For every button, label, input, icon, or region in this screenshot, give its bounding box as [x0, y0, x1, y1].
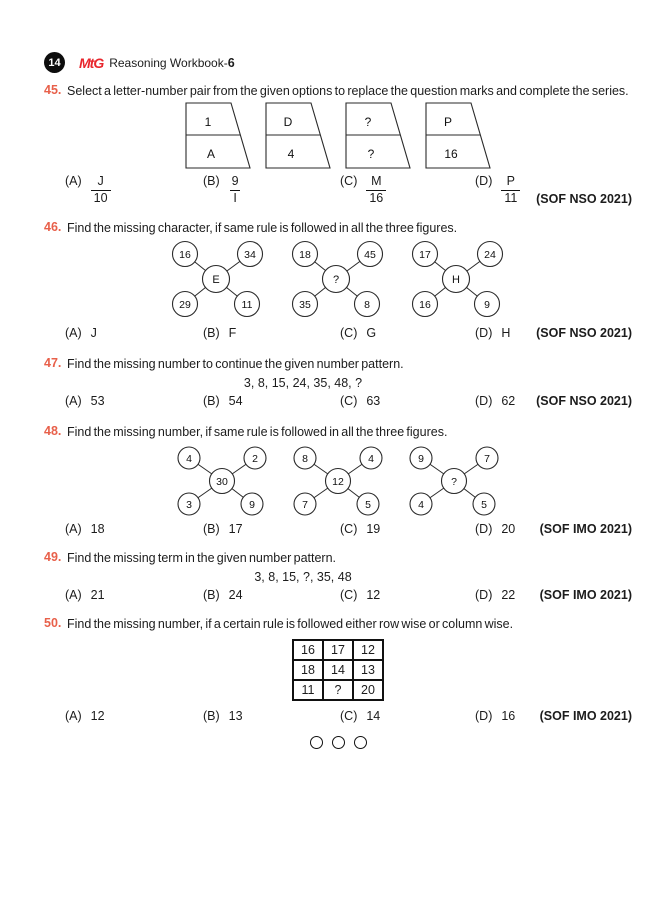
option-value: 12: [366, 588, 381, 602]
workbook-title-text: Reasoning Workbook-: [109, 55, 228, 70]
option-label: (C): [340, 174, 358, 188]
node-top-left: 8: [302, 453, 308, 465]
option-c: [340, 326, 475, 340]
option-value: 22: [501, 588, 516, 602]
table-cell: 16: [293, 640, 323, 660]
question-50: [44, 616, 632, 723]
fraction-numerator: J: [97, 174, 104, 188]
table-cell: 17: [323, 640, 353, 660]
table-cell: ?: [323, 680, 353, 700]
section-end-circles: [44, 736, 632, 749]
option-value: 20: [501, 522, 516, 536]
question-45: [44, 83, 632, 206]
option-a: [65, 709, 203, 723]
option-value: 21: [90, 588, 105, 602]
question-48: [44, 424, 632, 536]
option-label: (D): [475, 709, 493, 723]
trapezoid-bottom-label: 4: [287, 147, 295, 161]
option-c: [340, 394, 475, 408]
number-pattern: 3, 8, 15, 24, 35, 48, ?: [243, 376, 363, 390]
cross-figure-1: [174, 445, 270, 517]
node-bottom-right: 5: [481, 499, 487, 511]
question-47: [44, 356, 632, 408]
fraction-numerator: M: [371, 174, 382, 188]
question-number: 45.: [44, 83, 62, 97]
cross-figure-3: [406, 445, 502, 517]
node-bottom-right: 9: [249, 499, 255, 511]
option-value: 63: [366, 394, 381, 408]
question-number: 47.: [44, 356, 62, 370]
fraction-denominator: 16: [366, 190, 386, 206]
question-text: Find the missing number, if a certain rule is followed either row wise or column wise.: [67, 617, 514, 631]
option-label: (B): [203, 709, 220, 723]
option-b: [203, 522, 340, 536]
node-bottom-left: 4: [418, 499, 424, 511]
fraction-denominator: I: [230, 190, 239, 206]
option-b: [203, 709, 340, 723]
option-d: [475, 709, 515, 723]
option-value: 54: [228, 394, 243, 408]
node-center: 12: [332, 476, 344, 488]
question-text: Find the missing term in the given number pattern.: [67, 551, 337, 565]
circle-icon: [332, 736, 345, 749]
table-cell: 18: [293, 660, 323, 680]
option-fraction: [366, 174, 386, 206]
option-a: [65, 588, 203, 602]
trapezoid-bottom-label: A: [206, 147, 216, 161]
question-text: Find the missing character, if same rule is followed in all the three figures.: [67, 221, 458, 235]
option-d: [475, 394, 515, 408]
fraction-numerator: P: [506, 174, 516, 188]
question-number: 50.: [44, 616, 62, 630]
cross-figure-3: [408, 240, 508, 318]
question-text: Find the missing number to continue the given number pattern.: [67, 357, 404, 371]
table-row: [293, 640, 383, 660]
option-label: (A): [65, 709, 82, 723]
option-label: (A): [65, 326, 82, 340]
circle-cross-figures: [44, 240, 632, 318]
trapezoid-bottom-label: 16: [444, 147, 458, 161]
question-number: 48.: [44, 424, 62, 438]
node-top-left: 9: [418, 453, 424, 465]
node-center: ?: [451, 476, 457, 488]
options-row: [65, 588, 632, 602]
option-label: (C): [340, 394, 358, 408]
option-b: [203, 174, 340, 206]
option-c: [340, 522, 475, 536]
node-bottom-left: 16: [419, 299, 431, 311]
option-label: (C): [340, 522, 358, 536]
option-a: [65, 326, 203, 340]
option-label: (B): [203, 174, 220, 188]
options-row: [65, 326, 632, 340]
number-pattern: 3, 8, 15, ?, 35, 48: [254, 570, 352, 584]
option-value: 18: [90, 522, 105, 536]
circle-icon: [310, 736, 323, 749]
node-top-right: 34: [244, 249, 256, 261]
trapezoid-top-label: 1: [204, 115, 212, 129]
option-fraction: [229, 174, 242, 206]
source-tag: (SOF NSO 2021): [536, 192, 632, 206]
cross-figure-1: [168, 240, 268, 318]
option-d: [475, 522, 515, 536]
option-a: [65, 394, 203, 408]
question-number: 46.: [44, 220, 62, 234]
source-tag: (SOF IMO 2021): [539, 588, 632, 602]
page-header: [44, 52, 632, 73]
number-grid-table: [292, 639, 384, 701]
option-b: [203, 588, 340, 602]
option-value: 62: [501, 394, 516, 408]
node-top-right: 7: [484, 453, 490, 465]
option-b: [203, 394, 340, 408]
source-tag: (SOF NSO 2021): [536, 326, 632, 340]
node-top-right: 24: [484, 249, 496, 261]
workbook-title-number: 6: [227, 55, 235, 70]
option-d: [475, 588, 515, 602]
option-value: F: [228, 326, 237, 340]
option-label: (A): [65, 588, 82, 602]
source-tag: (SOF IMO 2021): [539, 709, 632, 723]
table-row: [293, 680, 383, 700]
node-bottom-left: 3: [186, 499, 192, 511]
node-bottom-left: 29: [179, 299, 191, 311]
trapezoid-series-figure: [44, 102, 632, 170]
page-number-badge: 14: [44, 52, 65, 73]
option-label: (C): [340, 588, 358, 602]
table-cell: 12: [353, 640, 383, 660]
option-a: [65, 174, 203, 206]
option-fraction: [91, 174, 111, 206]
node-center: 30: [216, 476, 228, 488]
option-value: 24: [228, 588, 243, 602]
option-label: (B): [203, 522, 220, 536]
option-label: (D): [475, 588, 493, 602]
options-row: [65, 522, 632, 536]
node-top-right: 4: [368, 453, 374, 465]
option-value: 14: [366, 709, 381, 723]
option-d: [475, 326, 510, 340]
option-a: [65, 522, 203, 536]
option-value: 53: [90, 394, 105, 408]
option-value: 13: [228, 709, 243, 723]
question-46: [44, 220, 632, 340]
fraction-denominator: 10: [91, 190, 111, 206]
node-top-right: 45: [364, 249, 376, 261]
option-label: (B): [203, 394, 220, 408]
node-bottom-left: 7: [302, 499, 308, 511]
question-text: Select a letter-number pair from the given options to replace the question marks and complete the series.: [67, 84, 629, 98]
option-label: (D): [475, 394, 493, 408]
trapezoid-figure-1: [185, 102, 251, 170]
workbook-title: [109, 56, 234, 70]
table-cell: 11: [293, 680, 323, 700]
trapezoid-top-label: P: [443, 115, 453, 129]
node-center: E: [212, 274, 220, 286]
question-49: [44, 550, 632, 602]
trapezoid-figure-4: [425, 102, 491, 170]
option-value: H: [501, 326, 511, 340]
option-value: J: [90, 326, 97, 340]
option-label: (B): [203, 588, 220, 602]
node-top-right: 2: [252, 453, 258, 465]
question-number: 49.: [44, 550, 62, 564]
trapezoid-figure-2: [265, 102, 331, 170]
node-bottom-left: 35: [299, 299, 311, 311]
node-top-left: 4: [186, 453, 192, 465]
option-value: 19: [366, 522, 381, 536]
option-label: (D): [475, 174, 493, 188]
option-value: G: [366, 326, 377, 340]
node-bottom-right: 9: [484, 299, 490, 311]
fraction-denominator: 11: [501, 190, 520, 206]
option-fraction: [501, 174, 520, 206]
table-cell: 13: [353, 660, 383, 680]
option-c: [340, 709, 475, 723]
option-label: (D): [475, 326, 493, 340]
mtg-logo: MtG: [79, 54, 104, 71]
node-top-left: 18: [299, 249, 311, 261]
option-label: (A): [65, 174, 82, 188]
option-label: (B): [203, 326, 220, 340]
options-row: [65, 394, 632, 408]
option-value: 12: [90, 709, 105, 723]
option-b: [203, 326, 340, 340]
table-cell: 14: [323, 660, 353, 680]
circle-icon: [354, 736, 367, 749]
source-tag: (SOF NSO 2021): [536, 394, 632, 408]
node-top-left: 16: [179, 249, 191, 261]
fraction-numerator: 9: [231, 174, 239, 188]
options-row: [65, 709, 632, 723]
circle-cross-figures: [44, 445, 632, 517]
option-c: [340, 588, 475, 602]
option-label: (A): [65, 394, 82, 408]
table-row: [293, 660, 383, 680]
cross-figure-2: [290, 445, 386, 517]
option-label: (D): [475, 522, 493, 536]
options-row: [65, 174, 632, 206]
trapezoid-figure-3: [345, 102, 411, 170]
question-text: Find the missing number, if same rule is followed in all the three figures.: [67, 425, 448, 439]
trapezoid-top-label: ?: [364, 115, 372, 129]
option-c: [340, 174, 475, 206]
option-d: [475, 174, 520, 206]
table-cell: 20: [353, 680, 383, 700]
option-value: 17: [228, 522, 243, 536]
trapezoid-bottom-label: ?: [367, 147, 375, 161]
option-label: (C): [340, 709, 358, 723]
node-top-left: 17: [419, 249, 431, 261]
node-bottom-right: 8: [364, 299, 370, 311]
node-bottom-right: 5: [365, 499, 371, 511]
cross-figure-2: [288, 240, 388, 318]
node-bottom-right: 11: [241, 299, 253, 311]
option-value: 16: [501, 709, 516, 723]
node-center: H: [452, 274, 460, 286]
node-center: ?: [332, 274, 340, 286]
trapezoid-top-label: D: [283, 115, 293, 129]
source-tag: (SOF IMO 2021): [539, 522, 632, 536]
option-label: (C): [340, 326, 358, 340]
option-label: (A): [65, 522, 82, 536]
